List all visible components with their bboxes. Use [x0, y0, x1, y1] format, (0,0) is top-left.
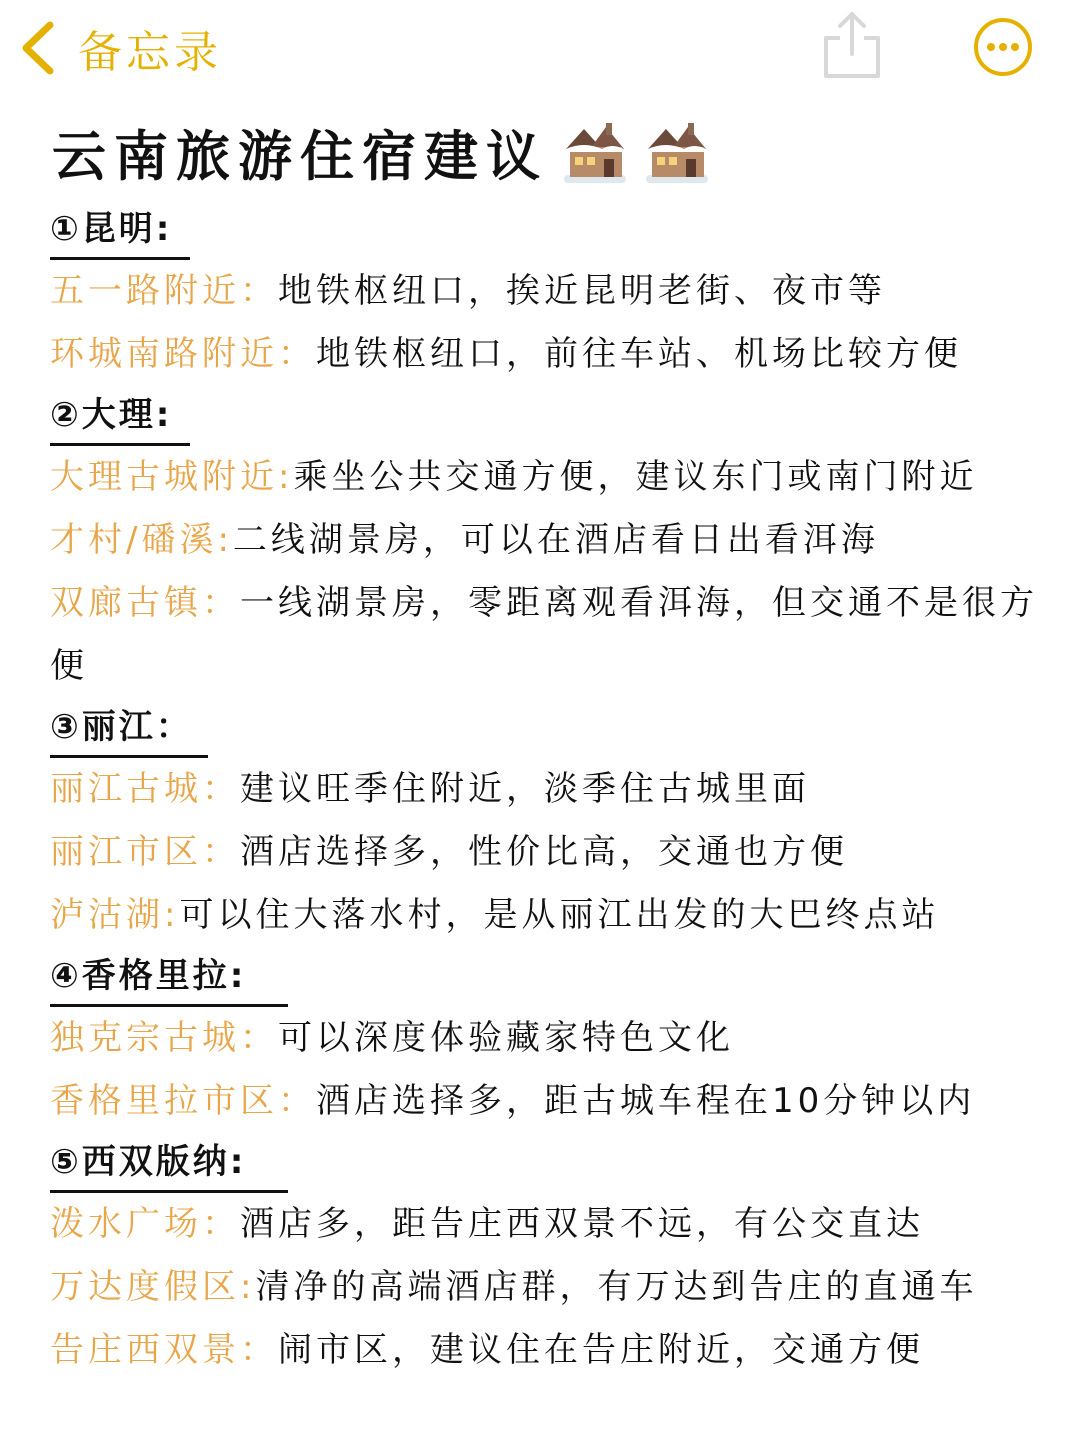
share-icon[interactable]: [822, 8, 882, 80]
list-item: [50, 509, 1060, 572]
item-key: 才村/磻溪:: [50, 520, 233, 560]
more-icon[interactable]: [972, 16, 1034, 78]
item-value: 清净的高端酒店群，有万达到告庄的直通车: [255, 1267, 978, 1307]
list-item: [50, 260, 1060, 323]
list-item: [50, 1319, 1060, 1382]
list-item: [50, 1256, 1060, 1319]
item-value: 乘坐公共交通方便，建议东门或南门附近: [293, 457, 978, 497]
section-xishuangbanna: [50, 1133, 1060, 1382]
item-value: 酒店多，距告庄西双景不远，有公交直达: [240, 1204, 924, 1244]
note-title-text: 云南旅游住宿建议: [52, 124, 548, 188]
item-key: 丽江市区：: [50, 832, 240, 872]
item-key: 双廊古镇：: [50, 583, 240, 623]
section-shangrila: [50, 947, 1060, 1133]
section-heading: ①昆明:: [50, 200, 190, 260]
house-icon: [560, 119, 630, 185]
item-key: 泸沽湖:: [50, 895, 180, 935]
item-key: 香格里拉市区：: [50, 1081, 316, 1121]
item-value: 地铁枢纽口，挨近昆明老街、夜市等: [278, 271, 886, 311]
section-heading: ②大理:: [50, 386, 190, 446]
list-item: [50, 323, 1060, 386]
nav-bar: [0, 0, 1080, 100]
list-item: [50, 821, 1060, 884]
list-item: [50, 758, 1060, 821]
section-lijiang: [50, 698, 1060, 947]
item-value: 二线湖景房，可以在酒店看日出看洱海: [232, 520, 879, 560]
item-key: 五一路附近：: [50, 271, 278, 311]
item-key: 告庄西双景：: [50, 1330, 278, 1370]
item-key: 环城南路附近：: [50, 334, 316, 374]
section-kunming: [50, 200, 1060, 386]
list-item: [50, 446, 1060, 509]
list-item: [50, 884, 1060, 947]
item-value: 一线湖景房，零距离观看洱海，但交通不是很方便: [50, 583, 1038, 686]
item-value: 可以住大落水村，是从丽江出发的大巴终点站: [179, 895, 940, 935]
item-value: 可以深度体验藏家特色文化: [278, 1018, 734, 1058]
item-key: 万达度假区:: [50, 1267, 256, 1307]
item-value: 酒店选择多，性价比高，交通也方便: [240, 832, 848, 872]
item-key: 独克宗古城：: [50, 1018, 278, 1058]
back-button[interactable]: [20, 18, 222, 78]
item-value: 酒店选择多，距古城车程在10分钟以内: [316, 1081, 976, 1121]
item-value: 地铁枢纽口，前往车站、机场比较方便: [316, 334, 962, 374]
section-heading: ④香格里拉:: [50, 947, 288, 1007]
chevron-left-icon: [20, 21, 56, 75]
back-label: 备忘录: [78, 27, 222, 78]
item-key: 泼水广场：: [50, 1204, 240, 1244]
list-item: [50, 1193, 1060, 1256]
item-key: 丽江古城：: [50, 769, 240, 809]
list-item: [50, 572, 1040, 698]
section-dali: [50, 386, 1060, 698]
item-value: 闹市区，建议住在告庄附近，交通方便: [278, 1330, 924, 1370]
section-heading: ⑤西双版纳:: [50, 1133, 288, 1193]
item-value: 建议旺季住附近，淡季住古城里面: [240, 769, 810, 809]
note-title: [52, 112, 712, 192]
note-body[interactable]: [50, 200, 1060, 1382]
section-heading: ③丽江：: [50, 698, 208, 758]
house-icon: [642, 119, 712, 185]
list-item: [50, 1070, 1060, 1133]
item-key: 大理古城附近:: [50, 457, 294, 497]
list-item: [50, 1007, 1060, 1070]
